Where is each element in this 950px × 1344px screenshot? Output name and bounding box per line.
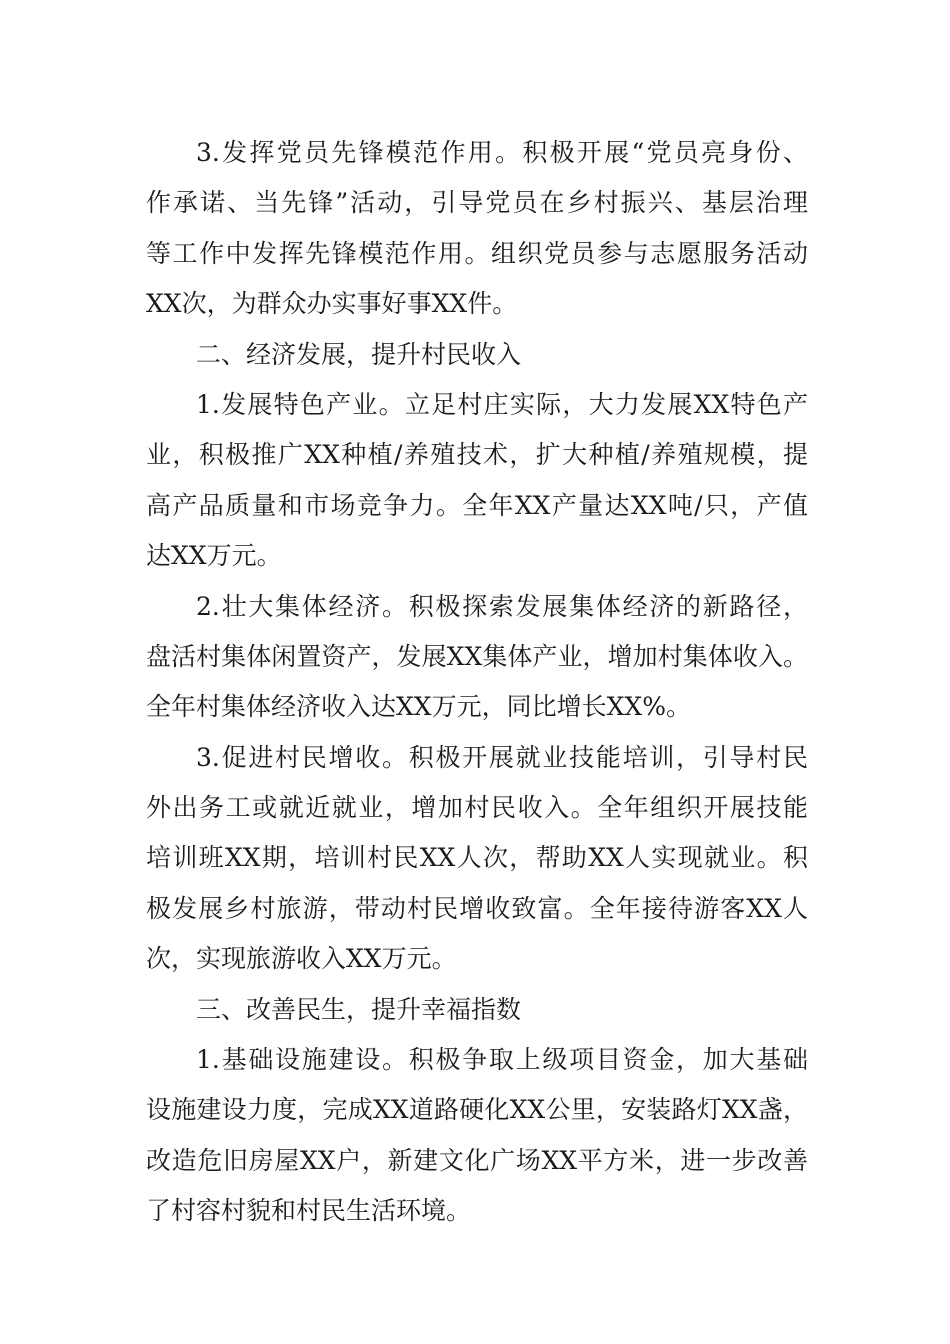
text-line: 1.发展特色产业。立足村庄实际，大力发展XX特色产	[196, 389, 808, 419]
text-line: 3.发挥党员先锋模范作用。积极开展“党员亮身份、	[196, 138, 808, 167]
paragraph-villager-income	[146, 733, 808, 985]
text-line: 培训班XX期，培训村民XX人次，帮助XX人实现就业。积	[146, 843, 808, 873]
text-line: 盘活村集体闲置资产，发展XX集体产业，增加村集体收入。	[146, 641, 808, 671]
paragraph-infrastructure	[146, 1035, 808, 1237]
text-line: 等工作中发挥先锋模范作用。组织党员参与志愿服务活动	[146, 238, 808, 268]
paragraph-collective-economy	[146, 582, 808, 733]
text-line: 1.基础设施建设。积极争取上级项目资金，加大基础	[196, 1045, 808, 1075]
text-line: 设施建设力度，完成XX道路硬化XX公里，安装路灯XX盏，	[146, 1095, 808, 1125]
document-body	[146, 128, 808, 1237]
text-line: 达XX万元。	[146, 541, 282, 571]
paragraph-party-member-role	[146, 128, 808, 330]
paragraph-special-industry	[146, 380, 808, 582]
text-line: 了村容村貌和村民生活环境。	[146, 1196, 472, 1226]
text-line: 3.促进村民增收。积极开展就业技能培训，引导村民	[196, 742, 808, 772]
text-line: 极发展乡村旅游，带动村民增收致富。全年接待游客XX人	[146, 893, 808, 923]
text-line: 全年村集体经济收入达XX万元，同比增长XX%。	[146, 692, 691, 722]
text-line: 改造危旧房屋XX户，新建文化广场XX平方米，进一步改善	[146, 1145, 808, 1175]
text-line: XX次，为群众办实事好事XX件。	[146, 289, 518, 319]
text-line: 作承诺、当先锋”活动，引导党员在乡村振兴、基层治理	[146, 188, 808, 218]
text-line: 次，实现旅游收入XX万元。	[146, 944, 457, 974]
heading-text: 三、改善民生，提升幸福指数	[196, 994, 522, 1024]
text-line: 2.壮大集体经济。积极探索发展集体经济的新路径，	[196, 591, 808, 621]
text-line: 业，积极推广XX种植/养殖技术，扩大种植/养殖规模，提	[146, 440, 808, 470]
section-heading-livelihood	[146, 985, 808, 1035]
text-line: 外出务工或就近就业，增加村民收入。全年组织开展技能	[146, 793, 808, 823]
section-heading-economy	[146, 330, 808, 380]
heading-text: 二、经济发展，提升村民收入	[196, 339, 522, 369]
text-line: 高产品质量和市场竞争力。全年XX产量达XX吨/只，产值	[146, 490, 808, 520]
